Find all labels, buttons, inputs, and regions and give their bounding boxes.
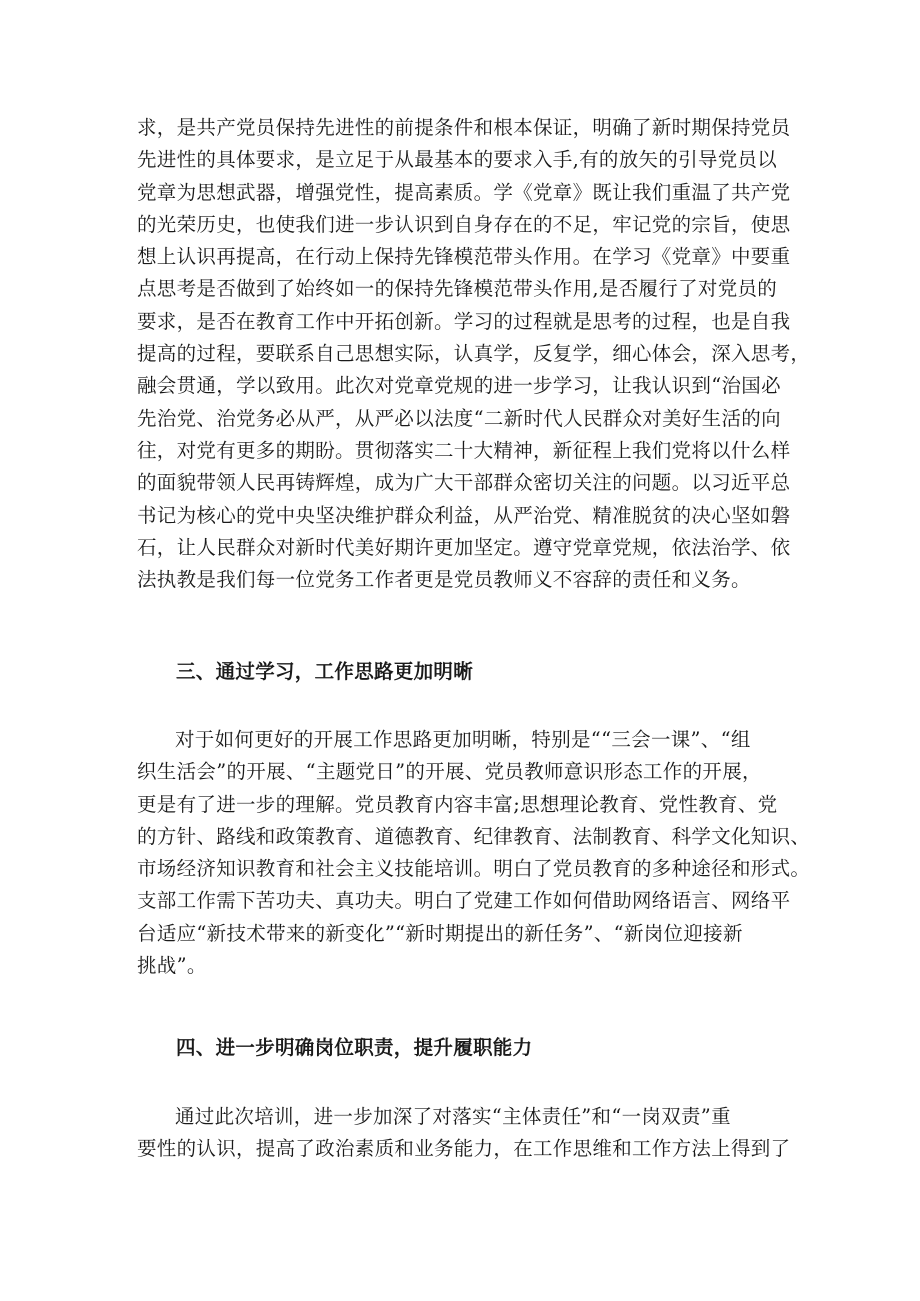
text-line: 想上认识再提高，在行动上保持先锋模范带头作用。在学习《党章》中要重 xyxy=(137,245,791,269)
text-line: 对于如何更好的开展工作思路更加明晰，特别是““三会一课”、“组 xyxy=(175,728,751,751)
text-line: 的方针、路线和政策教育、道德教育、纪律教育、法制教育、科学文化知识、 xyxy=(137,824,811,848)
paragraph-responsibilities xyxy=(137,1101,797,1166)
section-heading-3: 三、通过学习，工作思路更加明晰 xyxy=(176,660,474,683)
text-line: 要求，是否在教育工作中开拓创新。学习的过程就是思考的过程，也是自我 xyxy=(137,309,791,333)
text-line: 市场经济知识教育和社会主义技能培训。明白了党员教育的多种途径和形式。 xyxy=(137,857,811,881)
section-heading-4: 四、进一步明确岗位职责，提升履职能力 xyxy=(176,1036,533,1059)
text-line: 台适应“新技术带来的新变化”“新时期提出的新任务”、“新岗位迎接新 xyxy=(137,921,743,945)
text-line: 求，是共产党员保持先进性的前提条件和根本保证，明确了新时期保持党员 xyxy=(137,116,791,139)
text-line: 书记为核心的党中央坚决维护群众利益，从严治党、精准脱贫的决心坚如磐 xyxy=(137,503,791,527)
text-line: 提高的过程，要联系自己思想实际，认真学，反复学，细心体会，深入思考， xyxy=(137,342,811,366)
text-line: 的光荣历史，也使我们进一步认识到自身存在的不足，牢记党的宗旨，使思 xyxy=(137,212,791,236)
text-line: 融会贯通，学以致用。此次对党章党规的进一步学习，让我认识到“治国必 xyxy=(137,374,781,398)
text-line: 先治党、治党务必从严，从严必以法度“二新时代人民群众对美好生活的向 xyxy=(137,406,781,430)
text-line: 的面貌带领人民再铸辉煌，成为广大干部群众密切关注的问题。以习近平总 xyxy=(137,471,791,495)
text-line: 点思考是否做到了始终如一的保持先锋模范带头作用,是否履行了对党员的 xyxy=(137,277,778,301)
text-line: 支部工作需下苦功夫、真功夫。明白了党建工作如何借助网络语言、网络平 xyxy=(137,889,791,913)
text-line: 石，让人民群众对新时代美好期许更加坚定。遵守党章党规，依法治学、依 xyxy=(137,535,791,559)
text-line: 更是有了进一步的理解。党员教育内容丰富;思想理论教育、党性教育、党 xyxy=(137,792,778,816)
paragraph-work-thinking xyxy=(137,724,811,982)
text-line: 挑战”。 xyxy=(137,954,207,978)
text-line: 要性的认识，提高了政治素质和业务能力，在工作思维和工作方法上得到了 xyxy=(137,1137,791,1161)
text-line: 党章为思想武器，增强党性，提高素质。学《党章》既让我们重温了共产党 xyxy=(137,180,791,204)
text-line: 先进性的具体要求，是立足于从最基本的要求入手,有的放矢的引导党员以 xyxy=(137,148,778,172)
text-line: 往，对党有更多的期盼。贯彻落实二十大精神，新征程上我们党将以什么样 xyxy=(137,438,791,462)
text-line: 法执教是我们每一位党务工作者更是党员教师义不容辞的责任和义务。 xyxy=(137,568,751,592)
text-line: 通过此次培训，进一步加深了对落实“主体责任”和“一岗双责”重 xyxy=(175,1105,731,1128)
paragraph-party-constitution-study xyxy=(137,112,811,596)
text-line: 织生活会”的开展、“主题党日”的开展、党员教师意识形态工作的开展， xyxy=(137,760,762,784)
